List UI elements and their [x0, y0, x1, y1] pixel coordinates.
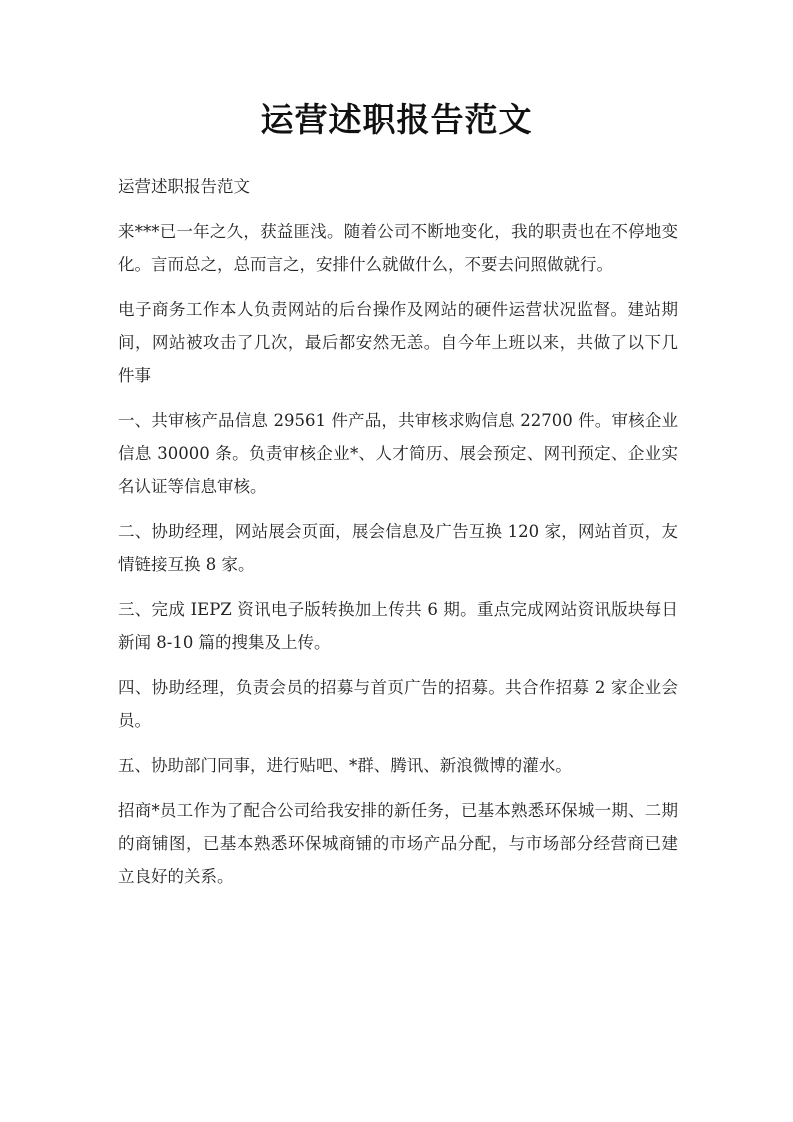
document-body	[118, 170, 678, 905]
paragraph-intro: 来***已一年之久，获益匪浅。随着公司不断地变化，我的职责也在不停地变化。言而总之，总而言之，安排什么就做什么，不要去问照做就行。	[118, 222, 678, 274]
document-title: 运营述职报告范文	[260, 100, 533, 139]
paragraph-item-3: 三、完成 IEPZ 资讯电子版转换加上传共 6 期。重点完成网站资讯版块每日新闻 8-10 篇的搜集及上传。	[118, 600, 678, 652]
paragraph-item-4: 四、协助经理，负责会员的招募与首页广告的招募。共合作招募 2 家企业会员。	[118, 678, 678, 730]
document-subtitle: 运营述职报告范文	[118, 177, 250, 196]
paragraph-investment: 招商*员工作为了配合公司给我安排的新任务，已基本熟悉环保城一期、二期的商铺图，已基本熟悉环保城商铺的市场产品分配，与市场部分经营商已建立良好的关系。	[118, 801, 678, 886]
paragraph-item-1: 一、共审核产品信息 29561 件产品，共审核求购信息 22700 件。审核企业信息 30000 条。负责审核企业*、人才简历、展会预定、网刊预定、企业实名认证等信息审核。	[118, 411, 678, 496]
paragraph-item-2: 二、协助经理，网站展会页面，展会信息及广告互换 120 家，网站首页，友情链接互换 8 家。	[118, 522, 678, 574]
paragraph-item-5: 五、协助部门同事，进行贴吧、*群、腾讯、新浪微博的灌水。	[118, 756, 572, 775]
paragraph-ecommerce: 电子商务工作本人负责网站的后台操作及网站的硬件运营状况监督。建站期间，网站被攻击了几次，最后都安然无恙。自今年上班以来，共做了以下几件事	[118, 300, 678, 385]
